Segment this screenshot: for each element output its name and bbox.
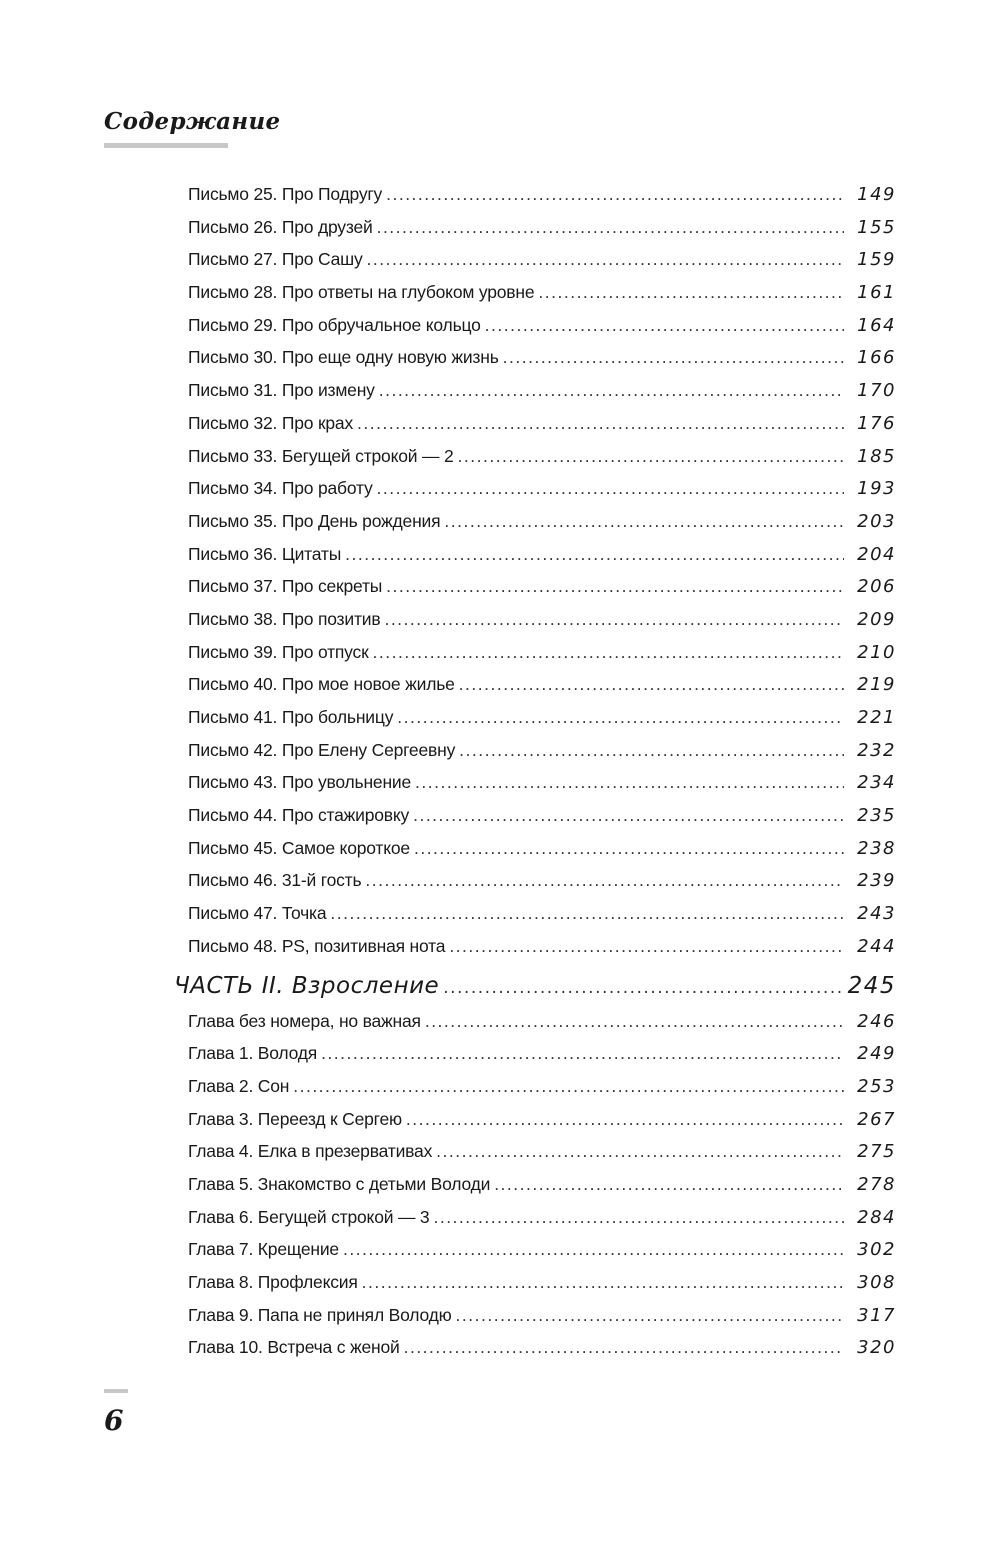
toc-entry-page: 161: [857, 282, 896, 304]
toc-entry[interactable]: [188, 511, 896, 544]
dot-leader: [443, 978, 843, 998]
toc-entry-title: Глава 8. Профлексия: [188, 1272, 358, 1292]
page-header-title: Содержание: [104, 108, 281, 135]
toc-entry-page: 308: [857, 1272, 896, 1293]
toc-entry-page: 149: [857, 184, 896, 205]
header-rule: [104, 143, 228, 148]
toc-entry[interactable]: [188, 609, 896, 642]
toc-entry-page: 243: [857, 903, 896, 925]
toc-entry-page: 166: [857, 347, 896, 369]
toc-entry-page: 278: [857, 1173, 896, 1195]
toc-entry-title: Письмо 38. Про позитив: [188, 608, 381, 629]
toc-entry-page: 235: [857, 805, 896, 827]
toc-entry[interactable]: [188, 838, 896, 871]
dot-leader: [397, 707, 844, 728]
toc-entry-page: 210: [857, 641, 896, 663]
dot-leader: [436, 1141, 844, 1162]
toc-entry[interactable]: [188, 642, 896, 675]
toc-entry[interactable]: [188, 936, 896, 969]
toc-entry-title: Письмо 32. Про крах: [188, 412, 354, 433]
footer-rule: [104, 1389, 128, 1393]
toc-entry-page: 209: [857, 608, 896, 630]
toc-entry[interactable]: [188, 217, 896, 250]
toc-entry[interactable]: [188, 1011, 896, 1044]
toc-entry[interactable]: [188, 544, 896, 577]
toc-entry-page: 206: [857, 576, 896, 598]
toc-entry[interactable]: [188, 1043, 896, 1076]
toc-entry[interactable]: [188, 184, 896, 217]
toc-entry-page: 155: [857, 216, 896, 238]
toc-entry[interactable]: [188, 805, 896, 838]
toc-entry-page: 234: [857, 772, 896, 794]
toc-entry-page: 232: [857, 739, 896, 761]
toc-entry-title: Письмо 36. Цитаты: [188, 543, 342, 564]
toc-entry-title: Письмо 47. Точка: [188, 903, 327, 924]
toc-entry-title: Письмо 31. Про измену: [188, 380, 375, 401]
dot-leader: [404, 1337, 844, 1358]
toc-entry-title: Письмо 27. Про Сашу: [188, 249, 363, 270]
toc-entry-page: 246: [857, 1010, 896, 1032]
toc-entry-title: Глава 2. Сон: [188, 1075, 290, 1096]
toc-entry[interactable]: [188, 282, 896, 315]
dot-leader: [386, 576, 844, 597]
toc-entry-title: Глава 1. Володя: [188, 1043, 318, 1064]
toc-entry-title: Письмо 28. Про ответы на глубоком уровне: [188, 282, 535, 303]
toc-entry-title: Письмо 33. Бегущей строкой — 2: [188, 445, 454, 466]
dot-leader: [485, 315, 844, 336]
toc-entry-title: Глава 9. Папа не принял Володю: [188, 1304, 452, 1325]
toc-section-part1: [188, 184, 896, 969]
dot-leader: [406, 1109, 844, 1130]
toc-entry[interactable]: [188, 1207, 896, 1240]
toc-entry[interactable]: [188, 674, 896, 707]
dot-leader: [415, 772, 844, 793]
toc-entry-title: Письмо 41. Про больницу: [188, 707, 394, 727]
dot-leader: [379, 380, 844, 401]
dot-leader: [330, 903, 844, 924]
dot-leader: [413, 805, 844, 826]
dot-leader: [538, 282, 844, 303]
toc-entry[interactable]: [188, 347, 896, 380]
toc-entry-title: Письмо 34. Про работу: [188, 478, 373, 499]
dot-leader: [321, 1043, 844, 1064]
toc-entry-page: 203: [857, 510, 896, 532]
toc-entry[interactable]: [188, 1141, 896, 1174]
toc-entry[interactable]: [188, 1337, 896, 1370]
toc-entry-title: Глава 3. Переезд к Сергею: [188, 1108, 402, 1129]
dot-leader: [425, 1011, 844, 1032]
toc-entry[interactable]: [188, 1109, 896, 1142]
toc-entry[interactable]: [188, 870, 896, 903]
table-of-contents: [174, 184, 896, 1370]
toc-entry-title: Письмо 25. Про Подругу: [188, 184, 383, 204]
toc-entry-page: 164: [857, 314, 896, 336]
toc-entry[interactable]: [188, 772, 896, 805]
toc-entry-title: Глава 10. Встреча с женой: [188, 1337, 400, 1358]
dot-leader: [357, 413, 844, 434]
toc-entry-page: 204: [857, 543, 896, 565]
toc-entry[interactable]: [188, 478, 896, 511]
toc-entry[interactable]: [188, 707, 896, 740]
dot-leader: [386, 184, 844, 205]
toc-entry[interactable]: [188, 740, 896, 773]
toc-entry-title: Письмо 48. PS, позитивная нота: [188, 935, 446, 956]
toc-entry-page: 176: [857, 412, 896, 434]
toc-entry-page: 170: [857, 380, 896, 402]
toc-entry-page: 275: [857, 1141, 896, 1163]
toc-entry[interactable]: [188, 1239, 896, 1272]
dot-leader: [367, 249, 845, 270]
toc-entry[interactable]: [188, 413, 896, 446]
toc-entry-page: 302: [857, 1239, 896, 1261]
dot-leader: [459, 674, 844, 695]
toc-entry-title: Письмо 30. Про еще одну новую жизнь: [188, 347, 499, 368]
toc-entry-page: 185: [857, 445, 896, 467]
dot-leader: [456, 1305, 844, 1326]
toc-entry-title: Глава 7. Крещение: [188, 1239, 339, 1260]
toc-entry[interactable]: [188, 249, 896, 282]
toc-entry[interactable]: [188, 1305, 896, 1338]
toc-entry-title: Письмо 26. Про друзей: [188, 216, 373, 237]
dot-leader: [458, 446, 844, 467]
toc-entry[interactable]: [188, 903, 896, 936]
toc-entry-page: 267: [857, 1108, 896, 1130]
toc-entry[interactable]: [188, 446, 896, 479]
toc-entry-page: 317: [857, 1304, 896, 1326]
part-title: ЧАСТЬ II. Взросление: [174, 972, 440, 999]
toc-entry-page: 219: [857, 674, 896, 696]
dot-leader: [377, 217, 844, 238]
toc-entry-page: 159: [857, 249, 896, 271]
dot-leader: [433, 1207, 844, 1228]
part-page-number: 245: [847, 972, 896, 999]
toc-entry-title: Письмо 46. 31-й гость: [188, 870, 362, 891]
toc-entry[interactable]: [188, 315, 896, 348]
toc-entry-page: 249: [857, 1043, 896, 1065]
toc-entry-page: 284: [857, 1206, 896, 1228]
toc-entry-page: 193: [857, 478, 896, 500]
toc-section-part2: [188, 1011, 896, 1371]
toc-entry-title: Письмо 29. Про обручальное кольцо: [188, 314, 481, 335]
toc-part-heading[interactable]: [174, 973, 896, 1011]
dot-leader: [503, 347, 844, 368]
dot-leader: [449, 936, 844, 957]
toc-entry[interactable]: [188, 1272, 896, 1305]
toc-entry-title: Письмо 44. Про стажировку: [188, 805, 410, 826]
dot-leader: [345, 544, 844, 565]
toc-entry[interactable]: [188, 576, 896, 609]
toc-entry-title: Письмо 37. Про секреты: [188, 576, 383, 597]
toc-entry-title: Глава 5. Знакомство с детьми Володи: [188, 1173, 491, 1194]
dot-leader: [384, 609, 844, 630]
toc-entry-title: Письмо 35. Про День рождения: [188, 510, 441, 531]
toc-entry-title: Письмо 43. Про увольнение: [188, 772, 412, 793]
toc-entry-page: 244: [857, 935, 896, 957]
toc-entry-title: Письмо 45. Самое короткое: [188, 837, 410, 858]
toc-entry[interactable]: [188, 380, 896, 413]
toc-entry-page: 238: [857, 837, 896, 859]
page-number: 6: [104, 1404, 124, 1437]
toc-entry-title: Письмо 40. Про мое новое жилье: [188, 674, 455, 695]
toc-entry-title: Глава 4. Елка в презервативах: [188, 1141, 433, 1162]
toc-entry[interactable]: [188, 1076, 896, 1109]
dot-leader: [343, 1239, 844, 1260]
toc-entry-page: 221: [857, 707, 896, 728]
dot-leader: [444, 511, 844, 532]
dot-leader: [373, 642, 844, 663]
dot-leader: [293, 1076, 844, 1097]
toc-entry-title: Глава без номера, но важная: [188, 1010, 421, 1031]
toc-entry-page: 239: [857, 870, 896, 892]
toc-entry-page: 253: [857, 1075, 896, 1097]
toc-entry-page: 320: [857, 1337, 896, 1359]
dot-leader: [365, 870, 844, 891]
dot-leader: [377, 478, 844, 499]
toc-entry-title: Письмо 42. Про Елену Сергеевну: [188, 739, 456, 760]
dot-leader: [494, 1174, 844, 1195]
toc-entry-title: Глава 6. Бегущей строкой — 3: [188, 1206, 430, 1227]
dot-leader: [362, 1272, 844, 1293]
dot-leader: [414, 838, 844, 859]
toc-entry[interactable]: [188, 1174, 896, 1207]
toc-entry-title: Письмо 39. Про отпуск: [188, 641, 369, 662]
dot-leader: [459, 740, 844, 761]
